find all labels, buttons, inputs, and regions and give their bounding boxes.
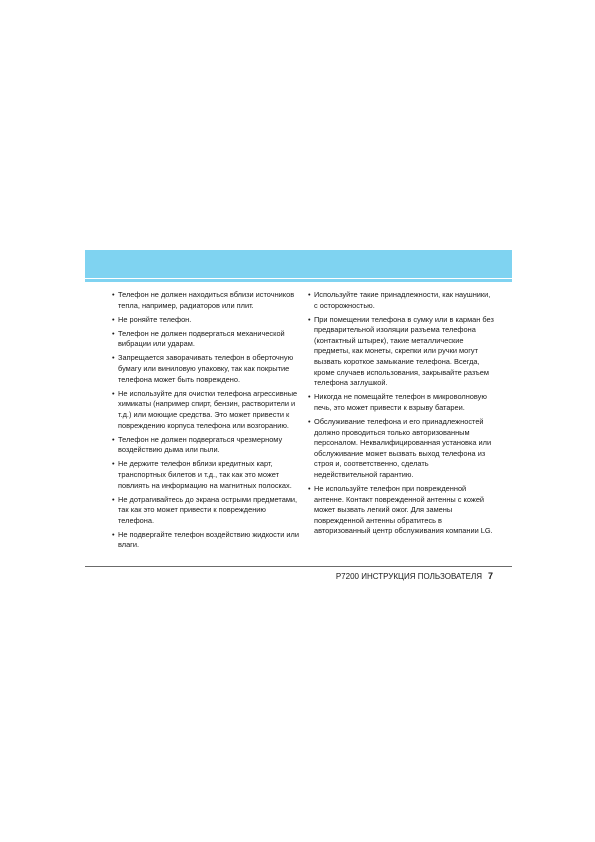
manual-title: P7200 ИНСТРУКЦИЯ ПОЛЬЗОВАТЕЛЯ: [335, 572, 482, 581]
list-item-text: Запрещается заворачивать телефон в оберточную бумагу или виниловую упаковку, так как покрытие телефона может быть повреждено.: [118, 353, 294, 384]
list-item-text: Используйте такие принадлежности, как наушники, с осторожностью.: [314, 290, 491, 310]
list-item-text: Не дотрагивайтесь до экрана острыми предметами, так как это может привести к повреждению телефона.: [118, 494, 298, 525]
list-item: [308, 417, 494, 481]
list-item-text: Не используйте для очистки телефона агрессивные химикаты (например спирт, бензин, растворители и т.д.) или моющие средства. Это может привести к повреждению корпуса телефона или возгоранию.: [118, 388, 298, 430]
list-item-text: Телефон не должен подвергаться чрезмерному воздействию дыма или пыли.: [118, 434, 283, 455]
page-footer: [336, 571, 493, 582]
bullet-icon: •: [308, 417, 311, 427]
list-item-text: Телефон не должен находиться вблизи источников тепла, например, радиаторов или плит.: [118, 290, 295, 310]
bullet-icon: •: [308, 290, 311, 299]
bullet-icon: •: [112, 459, 115, 469]
bullet-icon: •: [112, 494, 115, 504]
list-item: [308, 484, 494, 537]
bullet-icon: •: [112, 290, 115, 299]
list-item-text: Не подвергайте телефон воздействию жидкости или влаги.: [118, 529, 300, 550]
bullet-icon: •: [112, 388, 115, 398]
list-item-text: При помещении телефона в сумку или в карман без предварительной изоляции разъема телефона (контактный штырек), такие металлические предметы, как монеты, скрепки или ручки могут вызвать короткое замыкание телефона. Всегда, кроме случаев использования, закрывайте разъем телефона заглушкой.: [314, 314, 494, 388]
bullet-icon: •: [308, 392, 311, 402]
bullet-icon: •: [308, 484, 311, 494]
list-item-text: Обслуживание телефона и его принадлежностей должно проводиться только авторизованным персоналом. Неквалифицированная установка или обслуживание может вызвать выход телефона из строя и, соответственно, сделать недействительной гарантию.: [314, 417, 492, 479]
footer-rule: [85, 566, 512, 567]
list-item: [112, 495, 304, 527]
bullet-icon: •: [112, 314, 115, 324]
list-item: [112, 459, 304, 491]
list-item: [112, 435, 304, 456]
list-item-text: Не используйте телефон при поврежденной антенне. Контакт поврежденной антенны с кожей может вызвать легкий ожог. Для замены поврежденной антенны обратитесь в авторизованный центр обслуживания компании LG.: [314, 484, 493, 536]
list-item: [112, 353, 304, 385]
list-item: [308, 392, 494, 413]
bullet-icon: •: [112, 328, 115, 338]
list-item: [112, 329, 304, 350]
bullet-icon: •: [112, 434, 115, 444]
list-item: [112, 389, 304, 431]
list-item-text: Никогда не помещайте телефон в микроволновую печь, это может привести к взрыву батареи.: [314, 392, 487, 412]
list-item: [308, 315, 494, 389]
list-item: [112, 315, 304, 326]
list-item: [112, 530, 304, 551]
list-item: [112, 290, 304, 311]
header-rule: [85, 279, 512, 282]
right-column: [308, 290, 494, 541]
bullet-icon: •: [112, 353, 115, 363]
list-item-text: Телефон не должен подвергаться механической вибрации или ударам.: [118, 328, 285, 349]
list-item-text: Не держите телефон вблизи кредитных карт, транспортных билетов и т.д., так как это может повлиять на информацию на магнитных полосках.: [118, 459, 292, 490]
bullet-icon: •: [112, 529, 115, 539]
header-band: [85, 250, 512, 278]
bullet-icon: •: [308, 314, 311, 324]
left-column: [112, 290, 304, 555]
list-item: [308, 290, 494, 311]
list-item-text: Не роняйте телефон.: [118, 314, 192, 324]
page-number: 7: [487, 571, 493, 581]
